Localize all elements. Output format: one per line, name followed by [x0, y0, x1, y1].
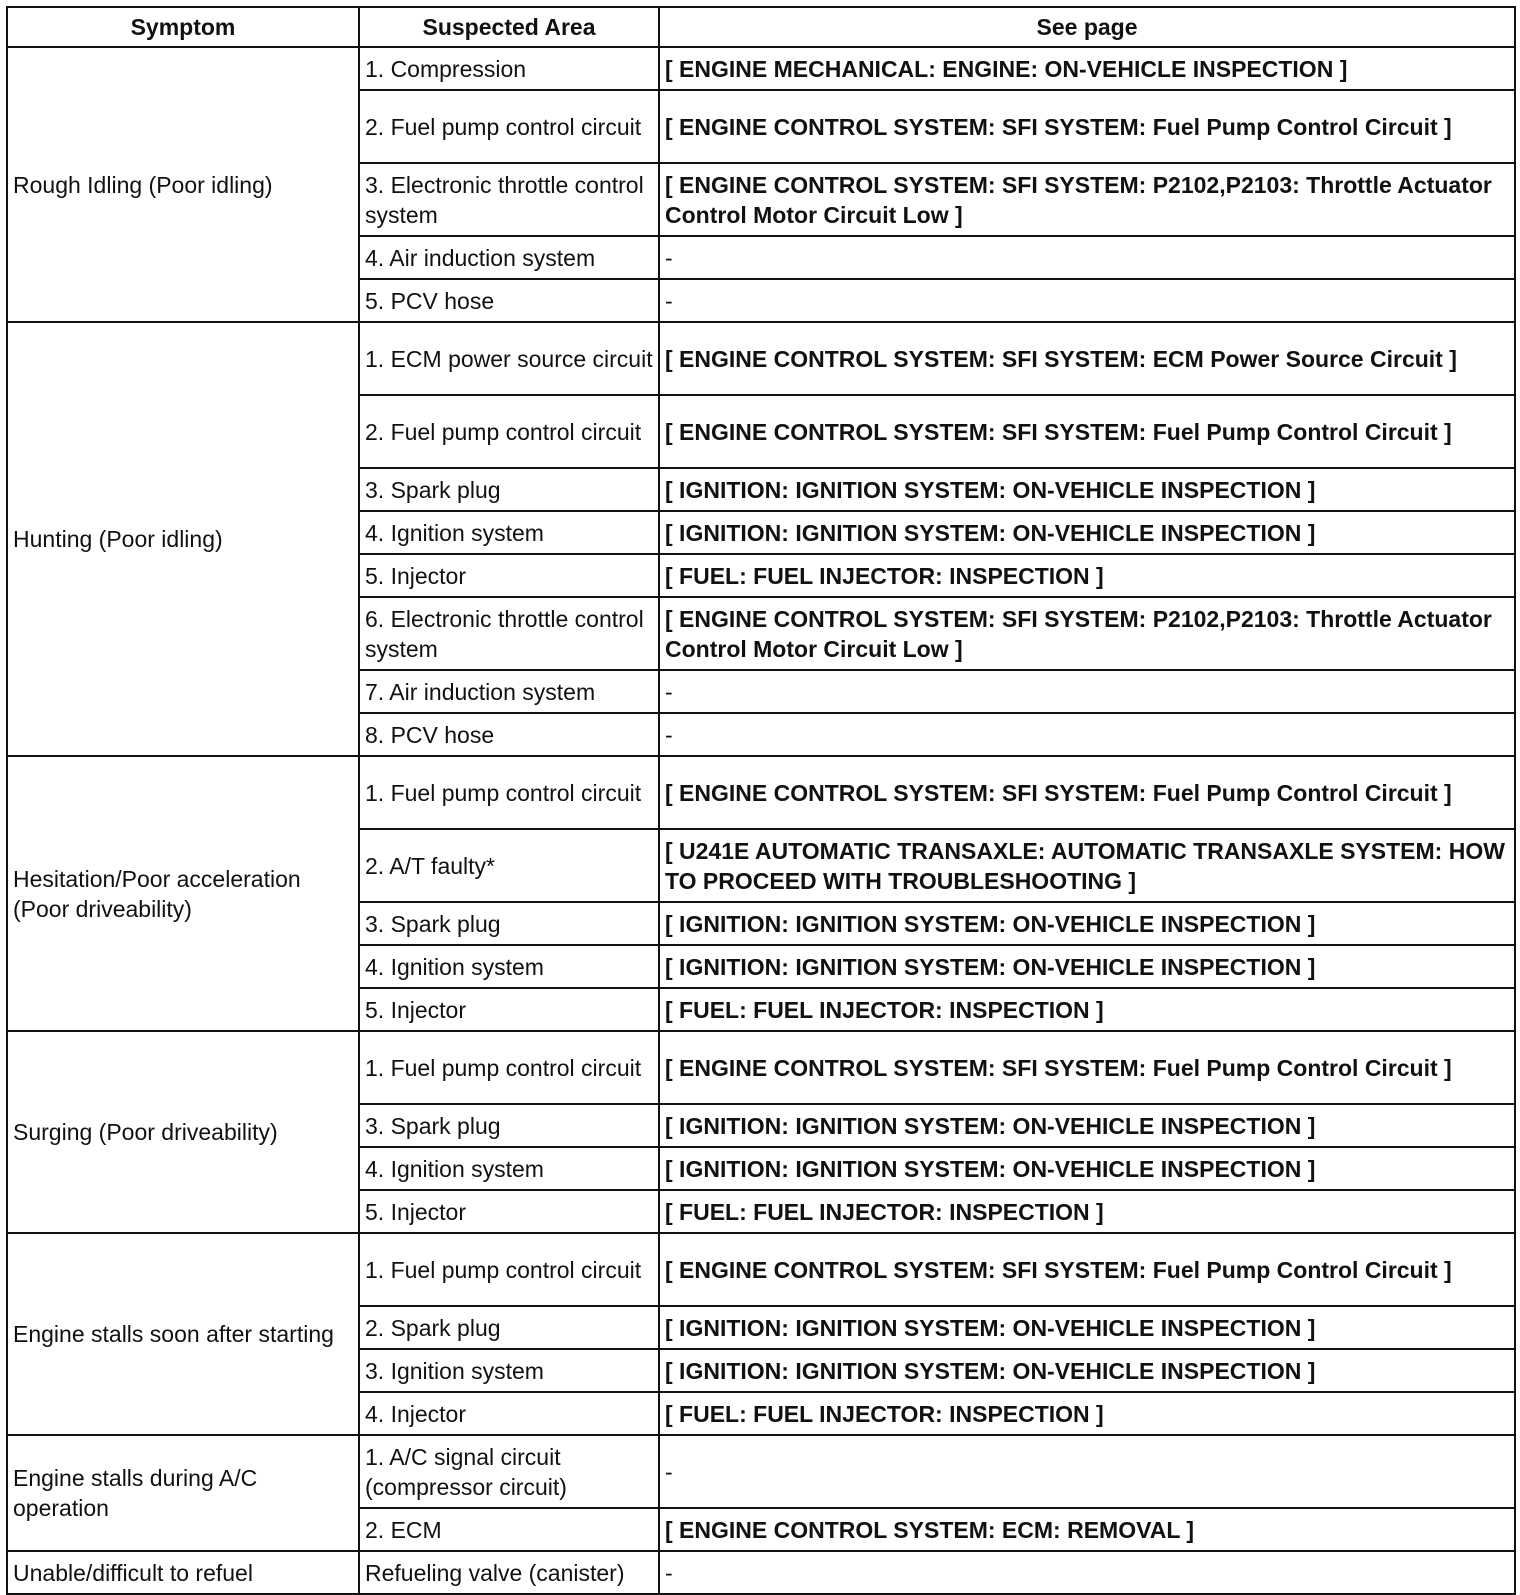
see-page-cell: [ ENGINE CONTROL SYSTEM: SFI SYSTEM: P2102,P2103: Throttle Actuator Control Motor Circuit Low ] — [659, 163, 1515, 236]
header-see-page: See page — [659, 7, 1515, 47]
table-row — [7, 1031, 1515, 1104]
suspected-area-cell: 5. Injector — [359, 988, 659, 1031]
see-page-cell: [ ENGINE MECHANICAL: ENGINE: ON-VEHICLE INSPECTION ] — [659, 47, 1515, 90]
see-page-cell: [ ENGINE CONTROL SYSTEM: SFI SYSTEM: Fuel Pump Control Circuit ] — [659, 90, 1515, 163]
suspected-area-cell: 1. Fuel pump control circuit — [359, 756, 659, 829]
table-row — [7, 322, 1515, 395]
suspected-area-cell: 7. Air induction system — [359, 670, 659, 713]
symptom-cell: Engine stalls during A/C operation — [7, 1435, 359, 1551]
see-page-cell: - — [659, 236, 1515, 279]
see-page-cell: [ IGNITION: IGNITION SYSTEM: ON-VEHICLE INSPECTION ] — [659, 902, 1515, 945]
see-page-cell: [ ENGINE CONTROL SYSTEM: SFI SYSTEM: Fuel Pump Control Circuit ] — [659, 1233, 1515, 1306]
suspected-area-cell: 2. Spark plug — [359, 1306, 659, 1349]
table-row — [7, 1233, 1515, 1306]
suspected-area-cell: 3. Spark plug — [359, 1104, 659, 1147]
troubleshooting-table — [6, 6, 1516, 1595]
suspected-area-cell: 5. Injector — [359, 1190, 659, 1233]
suspected-area-cell: 3. Spark plug — [359, 902, 659, 945]
suspected-area-cell: 3. Electronic throttle control system — [359, 163, 659, 236]
see-page-cell: [ FUEL: FUEL INJECTOR: INSPECTION ] — [659, 988, 1515, 1031]
see-page-cell: - — [659, 670, 1515, 713]
symptom-cell: Rough Idling (Poor idling) — [7, 47, 359, 322]
table-row — [7, 1551, 1515, 1594]
see-page-cell: - — [659, 279, 1515, 322]
suspected-area-cell: 8. PCV hose — [359, 713, 659, 756]
symptom-cell: Hunting (Poor idling) — [7, 322, 359, 756]
symptom-cell: Hesitation/Poor acceleration (Poor driveability) — [7, 756, 359, 1031]
suspected-area-cell: 2. Fuel pump control circuit — [359, 90, 659, 163]
see-page-cell: [ IGNITION: IGNITION SYSTEM: ON-VEHICLE INSPECTION ] — [659, 511, 1515, 554]
suspected-area-cell: 4. Ignition system — [359, 945, 659, 988]
suspected-area-cell: 2. A/T faulty* — [359, 829, 659, 902]
suspected-area-cell: 1. A/C signal circuit (compressor circuit) — [359, 1435, 659, 1508]
see-page-cell: [ FUEL: FUEL INJECTOR: INSPECTION ] — [659, 554, 1515, 597]
see-page-cell: [ ENGINE CONTROL SYSTEM: SFI SYSTEM: ECM Power Source Circuit ] — [659, 322, 1515, 395]
table-row — [7, 47, 1515, 90]
suspected-area-cell: 3. Ignition system — [359, 1349, 659, 1392]
see-page-cell: [ IGNITION: IGNITION SYSTEM: ON-VEHICLE INSPECTION ] — [659, 1147, 1515, 1190]
symptom-cell: Unable/difficult to refuel — [7, 1551, 359, 1594]
suspected-area-cell: 5. PCV hose — [359, 279, 659, 322]
suspected-area-cell: 2. Fuel pump control circuit — [359, 395, 659, 468]
header-row — [7, 7, 1515, 47]
suspected-area-cell: 1. ECM power source circuit — [359, 322, 659, 395]
header-symptom: Symptom — [7, 7, 359, 47]
see-page-cell: - — [659, 713, 1515, 756]
suspected-area-cell: 5. Injector — [359, 554, 659, 597]
see-page-cell: [ IGNITION: IGNITION SYSTEM: ON-VEHICLE INSPECTION ] — [659, 468, 1515, 511]
see-page-cell: [ U241E AUTOMATIC TRANSAXLE: AUTOMATIC TRANSAXLE SYSTEM: HOW TO PROCEED WITH TROUBLESHOOTING ] — [659, 829, 1515, 902]
suspected-area-cell: 1. Compression — [359, 47, 659, 90]
see-page-cell: [ IGNITION: IGNITION SYSTEM: ON-VEHICLE INSPECTION ] — [659, 1349, 1515, 1392]
symptom-cell: Engine stalls soon after starting — [7, 1233, 359, 1435]
see-page-cell: [ ENGINE CONTROL SYSTEM: SFI SYSTEM: Fuel Pump Control Circuit ] — [659, 1031, 1515, 1104]
suspected-area-cell: 1. Fuel pump control circuit — [359, 1031, 659, 1104]
table-row — [7, 756, 1515, 829]
header-suspected-area: Suspected Area — [359, 7, 659, 47]
see-page-cell: - — [659, 1551, 1515, 1594]
suspected-area-cell: 4. Ignition system — [359, 511, 659, 554]
see-page-cell: [ IGNITION: IGNITION SYSTEM: ON-VEHICLE INSPECTION ] — [659, 945, 1515, 988]
suspected-area-cell: 4. Air induction system — [359, 236, 659, 279]
suspected-area-cell: 6. Electronic throttle control system — [359, 597, 659, 670]
see-page-cell: [ IGNITION: IGNITION SYSTEM: ON-VEHICLE INSPECTION ] — [659, 1306, 1515, 1349]
see-page-cell: [ ENGINE CONTROL SYSTEM: SFI SYSTEM: Fuel Pump Control Circuit ] — [659, 395, 1515, 468]
suspected-area-cell: 4. Injector — [359, 1392, 659, 1435]
suspected-area-cell: 1. Fuel pump control circuit — [359, 1233, 659, 1306]
see-page-cell: [ FUEL: FUEL INJECTOR: INSPECTION ] — [659, 1190, 1515, 1233]
suspected-area-cell: 2. ECM — [359, 1508, 659, 1551]
see-page-cell: [ IGNITION: IGNITION SYSTEM: ON-VEHICLE INSPECTION ] — [659, 1104, 1515, 1147]
table-row — [7, 1435, 1515, 1508]
see-page-cell: [ ENGINE CONTROL SYSTEM: SFI SYSTEM: P2102,P2103: Throttle Actuator Control Motor Circuit Low ] — [659, 597, 1515, 670]
symptom-cell: Surging (Poor driveability) — [7, 1031, 359, 1233]
see-page-cell: [ ENGINE CONTROL SYSTEM: ECM: REMOVAL ] — [659, 1508, 1515, 1551]
see-page-cell: [ ENGINE CONTROL SYSTEM: SFI SYSTEM: Fuel Pump Control Circuit ] — [659, 756, 1515, 829]
see-page-cell: - — [659, 1435, 1515, 1508]
suspected-area-cell: Refueling valve (canister) — [359, 1551, 659, 1594]
suspected-area-cell: 4. Ignition system — [359, 1147, 659, 1190]
suspected-area-cell: 3. Spark plug — [359, 468, 659, 511]
see-page-cell: [ FUEL: FUEL INJECTOR: INSPECTION ] — [659, 1392, 1515, 1435]
